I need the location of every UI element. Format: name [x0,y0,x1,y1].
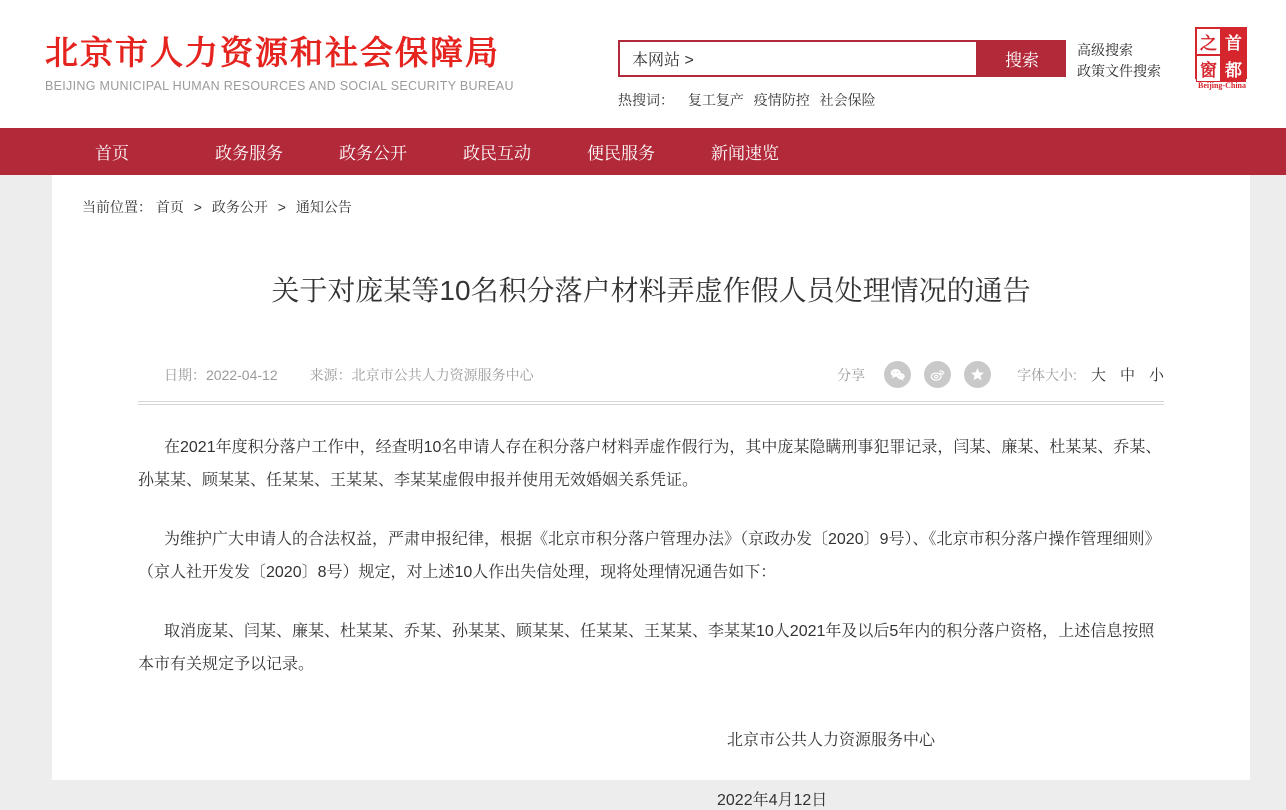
fontsize-medium-button[interactable]: 中 [1119,367,1135,384]
site-title: 北京市人力资源和社会保障局 [45,34,500,71]
paragraph: 为维护广大申请人的合法权益，严肃申报纪律，根据《北京市积分落户管理办法》（京政办发〔2020〕9号）、《北京市积分落户操作管理细则》（京人社开发发〔2020〕8号）规定，对上述10人作出失信处理，现将处理情况通告如下： [138,531,1161,581]
breadcrumb-home[interactable]: 首页 [155,199,184,215]
meta-divider [138,401,1164,405]
fontsize-small-button[interactable]: 小 [1148,367,1164,384]
site-subtitle: BEIJING MUNICIPAL HUMAN RESOURCES AND SOCIAL SECURITY BUREAU [45,78,514,93]
nav-item-convenience[interactable]: 便民服务 [587,144,655,163]
hot-search-label: 热搜词： [618,92,674,108]
nav-item-interaction[interactable]: 政民互动 [463,144,531,163]
article-body [138,431,1164,681]
article [52,269,1250,810]
paragraph: 在2021年度积分落户工作中，经查明10名申请人存在积分落户材料弄虚作假行为，其中庞某隐瞒刑事犯罪记录，闫某、廉某、杜某某、乔某、孙某某、顾某某、任某某、王某某、李某某虚假申报并使用无效婚姻关系凭证。 [138,439,1162,489]
nav-item-disclosure[interactable]: 政务公开 [339,144,407,163]
seal-char: 窗 [1196,55,1221,82]
source-value: 北京市公共人力资源服务中心 [351,366,534,383]
date-label: 日期： [164,366,206,383]
wechat-icon [889,366,906,383]
policy-search-link[interactable]: 政策文件搜索 [1077,63,1161,79]
signature-date: 2022年4月12日 [717,792,828,809]
date-value: 2022-04-12 [206,366,278,383]
share-weibo-button[interactable] [924,361,951,388]
seal-caption: Beijing-China [1197,81,1246,90]
signature-org: 北京市公共人力资源服务中心 [727,732,936,749]
article-meta [138,361,1164,388]
breadcrumb-disclosure[interactable]: 政务公开 [211,199,268,215]
seal-char: 都 [1221,55,1246,82]
site-header [0,0,1286,128]
nav-item-services[interactable]: 政务服务 [215,144,283,163]
share-qzone-button[interactable] [964,361,991,388]
fontsize-large-button[interactable]: 大 [1090,367,1106,384]
nav-item-home[interactable]: 首页 [95,144,129,163]
weibo-icon [929,366,946,383]
capital-window-logo[interactable] [1195,27,1249,90]
meta-right [837,361,1164,388]
breadcrumb-label: 当前位置： [82,199,152,215]
article-title: 关于对庞某等10名积分落户材料弄虚作假人员处理情况的通告 [271,275,1031,306]
site-logo [45,34,514,93]
capital-window-seal-icon [1195,27,1247,79]
search-scope-input[interactable] [618,40,978,77]
hot-word-link[interactable]: 社会保险 [819,92,876,108]
seal-char: 首 [1221,28,1246,55]
star-icon [969,366,986,383]
breadcrumb [52,175,1250,217]
breadcrumb-separator: > [193,199,202,215]
breadcrumb-notices[interactable]: 通知公告 [295,199,352,215]
nav-item-news[interactable]: 新闻速览 [711,144,779,163]
search-button[interactable]: 搜索 [978,40,1066,77]
article-date [164,365,278,385]
main-nav [0,128,1286,175]
advanced-search-link[interactable]: 高级搜索 [1077,42,1133,58]
hot-search-line [618,90,1066,110]
share-wechat-button[interactable] [884,361,911,388]
article-source [310,365,534,385]
search-area [618,40,1066,110]
hot-word-link[interactable]: 复工复产 [687,92,744,108]
fontsize-label: 字体大小: [1017,366,1077,383]
search-links [1077,40,1161,82]
paragraph: 取消庞某、闫某、廉某、杜某某、乔某、孙某某、顾某某、任某某、王某某、李某某10人2021年及以后5年内的积分落户资格，上述信息按照本市有关规定予以记录。 [138,623,1155,673]
share-label: 分享 [837,366,866,383]
search-scope-label: 本网站 > [632,52,694,69]
content-card [52,175,1250,809]
breadcrumb-separator: > [277,199,286,215]
main-area [0,175,1286,809]
hot-word-link[interactable]: 疫情防控 [753,92,810,108]
source-label: 来源： [309,366,352,383]
seal-char: 之 [1196,28,1221,55]
